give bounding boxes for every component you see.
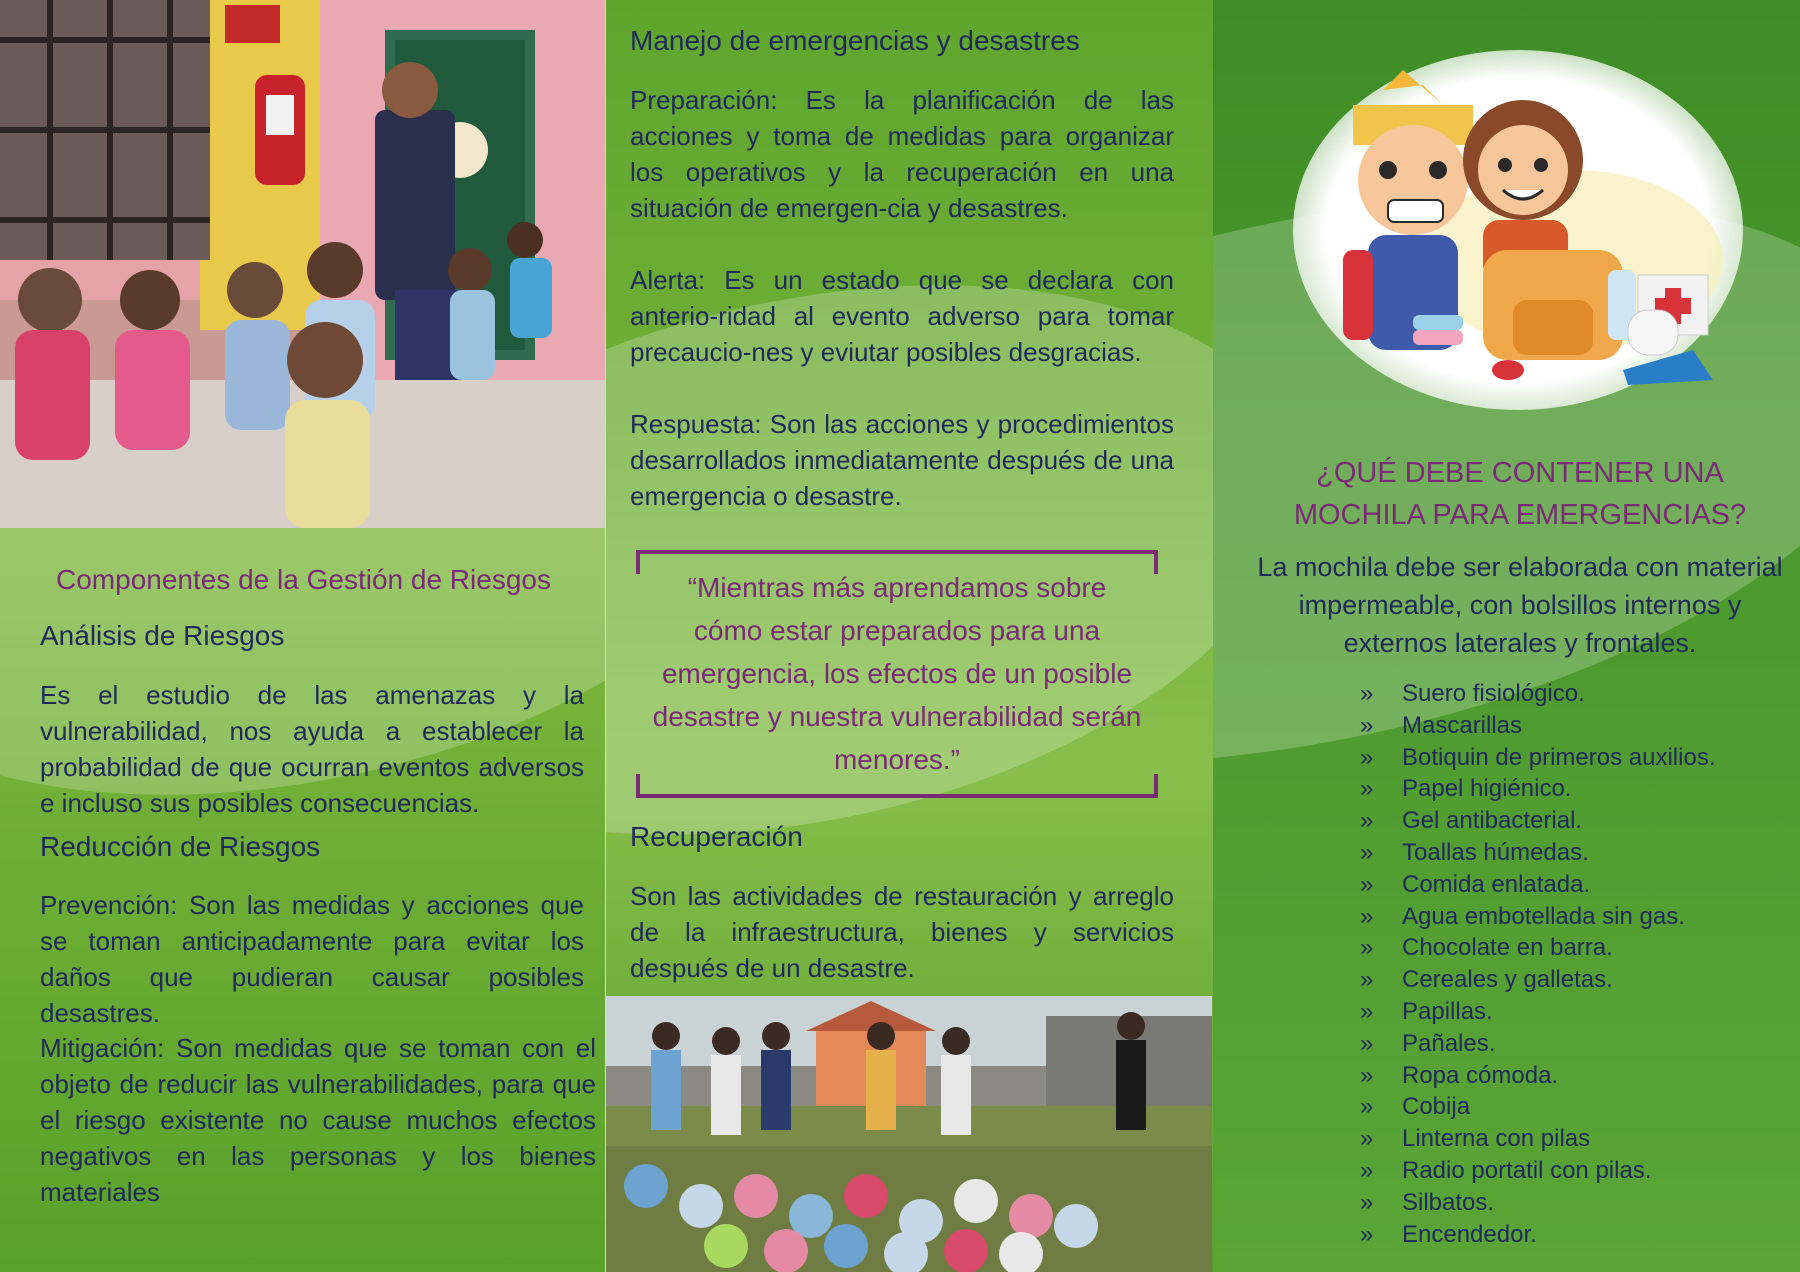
bullet-chevron-icon: » — [1360, 1093, 1374, 1121]
preparation-text: Preparación: Es la planificación de las acciones y toma de medidas para organizar los operativos y la recuperación en una situación de emergen-cia y desastres. — [630, 85, 1174, 223]
quote-frame-bottom — [636, 794, 1158, 798]
supply-item-label: Mascarillas — [1402, 711, 1523, 739]
supply-list-item — [1360, 1028, 1716, 1060]
supply-list-item — [1360, 1187, 1716, 1219]
supply-item-label: Chocolate en barra. — [1402, 934, 1613, 962]
supply-list-item — [1360, 742, 1716, 774]
supply-list-item — [1360, 1155, 1716, 1187]
supply-list-item — [1360, 901, 1716, 933]
backpack-illustration — [1293, 50, 1743, 410]
alert-text: Alerta: Es un estado que se declara con anterio-ridad al evento adverso para tomar precaucio-nes y eviutar posibles desgracias. — [630, 265, 1174, 367]
response-text: Respuesta: Son las acciones y procedimientos desarrollados inmediatamente después de una emergencia o desastre. — [630, 409, 1174, 511]
quote-frame-bottom-left-tick — [636, 774, 640, 798]
bullet-chevron-icon: » — [1360, 775, 1374, 803]
mitigation-text: Mitigación: Son medidas que se toman con el objeto de reducir las vulnerabilidades, para que el riesgo existente no cause muchos efectos negativos en las personas y los bienes materiales — [40, 1033, 596, 1207]
bullet-chevron-icon: » — [1360, 680, 1374, 707]
supply-list-item — [1360, 1060, 1716, 1092]
supply-list-item — [1360, 678, 1716, 710]
supply-list-item — [1360, 710, 1716, 742]
middle-heading: Manejo de emergencias y desastres — [630, 25, 1080, 56]
supply-list-item — [1360, 837, 1716, 869]
supply-item-label: Encendedor. — [1402, 1220, 1537, 1248]
supply-item-label: Silbatos. — [1402, 1188, 1495, 1216]
supply-list-item — [1360, 869, 1716, 901]
bullet-chevron-icon: » — [1360, 870, 1374, 898]
quote-text: “Mientras más aprendamos sobre cómo estar preparados para una emergencia, los efectos de un posible desastre y nuestra vulnerabilidad serán menores.” — [652, 572, 1142, 775]
bullet-chevron-icon: » — [1360, 1061, 1374, 1089]
supply-item-label: Papillas. — [1402, 997, 1493, 1025]
bullet-chevron-icon: » — [1360, 1125, 1374, 1153]
section-title: Componentes de la Gestión de Riesgos — [56, 564, 551, 595]
supply-item-label: Cereales y galletas. — [1402, 966, 1613, 994]
right-intro: La mochila debe ser elaborada con material impermeable, con bolsillos internos y externos laterales y frontales. — [1257, 552, 1783, 658]
bullet-chevron-icon: » — [1360, 1029, 1374, 1057]
bullet-chevron-icon: » — [1360, 711, 1374, 739]
right-title: ¿QUÉ DEBE CONTENER UNA MOCHILA PARA EMERGENCIAS? — [1293, 457, 1747, 531]
supply-list-item — [1360, 1123, 1716, 1155]
supply-list-item — [1360, 964, 1716, 996]
supply-item-label: Comida enlatada. — [1402, 870, 1591, 898]
supply-item-label: Linterna con pilas — [1402, 1125, 1591, 1153]
kids-packing-backpack-icon — [1293, 50, 1743, 410]
supply-list-item — [1360, 932, 1716, 964]
photo-children-outdoor — [606, 996, 1212, 1272]
supply-list-item — [1360, 773, 1716, 805]
photo-fire-extinguisher — [0, 0, 605, 528]
bullet-chevron-icon: » — [1360, 1220, 1374, 1248]
supply-item-label: Toallas húmedas. — [1402, 838, 1589, 866]
analysis-heading: Análisis de Riesgos — [40, 620, 285, 651]
bullet-chevron-icon: » — [1360, 997, 1374, 1025]
quote-frame-top-right-tick — [1154, 550, 1158, 574]
prevention-text: Prevención: Son las medidas y acciones que se toman anticipadamente para evitar los daños que pudieran causar posibles desastres. — [40, 890, 584, 1028]
bullet-chevron-icon: » — [1360, 743, 1374, 771]
supply-item-label: Suero fisiológico. — [1402, 680, 1585, 707]
bullet-chevron-icon: » — [1360, 838, 1374, 866]
photo-fire-extinguisher-illustration — [0, 0, 605, 528]
analysis-text: Es el estudio de las amenazas y la vulnerabilidad, nos ayuda a establecer la probabilidad de que ocurran eventos adversos e incluso sus posibles consecuencias. — [40, 680, 584, 818]
bullet-chevron-icon: » — [1360, 1156, 1374, 1184]
bullet-chevron-icon: » — [1360, 966, 1374, 994]
recovery-text: Son las actividades de restauración y arreglo de la infraestructura, bienes y servicios después de un desastre. — [630, 881, 1174, 983]
quote-box — [636, 550, 1158, 798]
bullet-chevron-icon: » — [1360, 807, 1374, 835]
quote-frame-top — [636, 550, 1158, 554]
supply-list-item — [1360, 1219, 1716, 1251]
supply-item-label: Papel higiénico. — [1402, 775, 1572, 803]
supply-item-label: Cobija — [1402, 1093, 1471, 1121]
supply-list — [1360, 678, 1716, 1250]
bullet-chevron-icon: » — [1360, 934, 1374, 962]
supply-item-label: Agua embotellada sin gas. — [1402, 902, 1685, 930]
supply-list-item — [1360, 996, 1716, 1028]
supply-list-item — [1360, 805, 1716, 837]
supply-list-item — [1360, 1091, 1716, 1123]
quote-frame-top-left-tick — [636, 550, 640, 574]
reduction-heading: Reducción de Riesgos — [40, 831, 321, 862]
quote-frame-bottom-right-tick — [1154, 774, 1158, 798]
supply-item-label: Botiquin de primeros auxilios. — [1402, 743, 1716, 771]
supply-item-label: Gel antibacterial. — [1402, 807, 1583, 835]
recovery-heading: Recuperación — [630, 821, 803, 852]
supply-item-label: Pañales. — [1402, 1029, 1496, 1057]
bullet-chevron-icon: » — [1360, 902, 1374, 930]
supply-item-label: Ropa cómoda. — [1402, 1061, 1559, 1089]
bullet-chevron-icon: » — [1360, 1188, 1374, 1216]
photo-children-outdoor-illustration — [606, 996, 1212, 1272]
supply-item-label: Radio portatil con pilas. — [1402, 1156, 1652, 1184]
left-panel — [0, 0, 605, 1272]
